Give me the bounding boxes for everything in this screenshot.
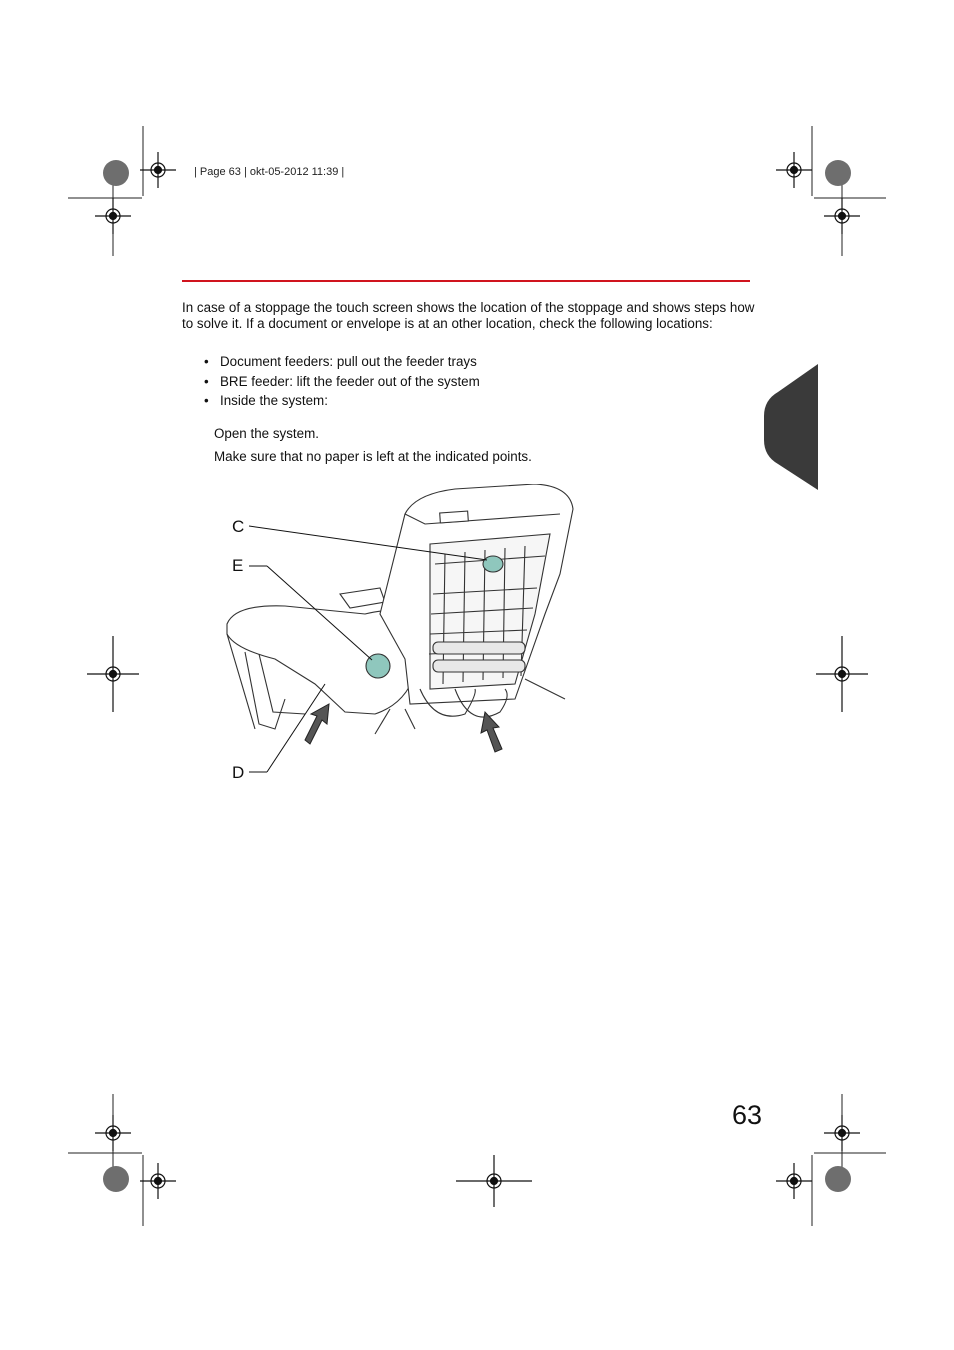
bullet-marker: • <box>204 393 209 408</box>
registration-target-icon <box>140 152 176 188</box>
registration-target-icon <box>824 1115 860 1151</box>
print-header-info: | Page 63 | okt-05-2012 11:39 | <box>194 166 345 178</box>
arrow-indicator-icon <box>305 704 329 744</box>
registration-target-icon <box>140 1163 176 1199</box>
location-list <box>204 354 480 413</box>
page-number: 63 <box>732 1100 763 1130</box>
list-item-text: BRE feeder: lift the feeder out of the system <box>220 373 480 389</box>
step-check-paper: Make sure that no paper is left at the indicated points. <box>214 449 532 464</box>
registration-target-icon <box>776 152 812 188</box>
section-divider <box>182 280 750 282</box>
figure-label-c: C <box>232 517 245 536</box>
chapter-tab <box>762 364 820 492</box>
machine-drawing <box>215 484 585 794</box>
registration-target-icon <box>816 636 868 712</box>
figure-label-e: E <box>232 556 244 575</box>
bullet-marker: • <box>204 354 209 369</box>
list-item <box>204 354 480 374</box>
bullet-marker: • <box>204 373 209 389</box>
list-item-text: Document feeders: pull out the feeder trays <box>220 354 477 369</box>
registration-target-icon <box>87 636 139 712</box>
machine-illustration <box>215 484 585 794</box>
highlight-c-icon <box>483 556 503 572</box>
registration-dot-icon <box>825 1166 851 1192</box>
registration-dot-icon <box>103 1166 129 1192</box>
list-item <box>204 393 480 413</box>
registration-dot-icon <box>103 160 129 186</box>
registration-target-icon <box>95 198 131 234</box>
list-item <box>204 374 480 394</box>
step-open-system: Open the system. <box>214 426 319 441</box>
list-item-text: Inside the system: <box>220 393 328 408</box>
registration-target-icon <box>776 1163 812 1199</box>
arrow-indicator-icon <box>481 712 502 752</box>
figure-label-d: D <box>232 763 245 782</box>
registration-dot-icon <box>825 160 851 186</box>
intro-paragraph: In case of a stoppage the touch screen shows the location of the stoppage and shows steps how to solve it. If a document or envelope is at an other location, check the following locations: <box>182 300 755 331</box>
registration-target-icon <box>95 1115 131 1151</box>
registration-target-icon <box>824 198 860 234</box>
registration-target-icon <box>456 1155 532 1207</box>
